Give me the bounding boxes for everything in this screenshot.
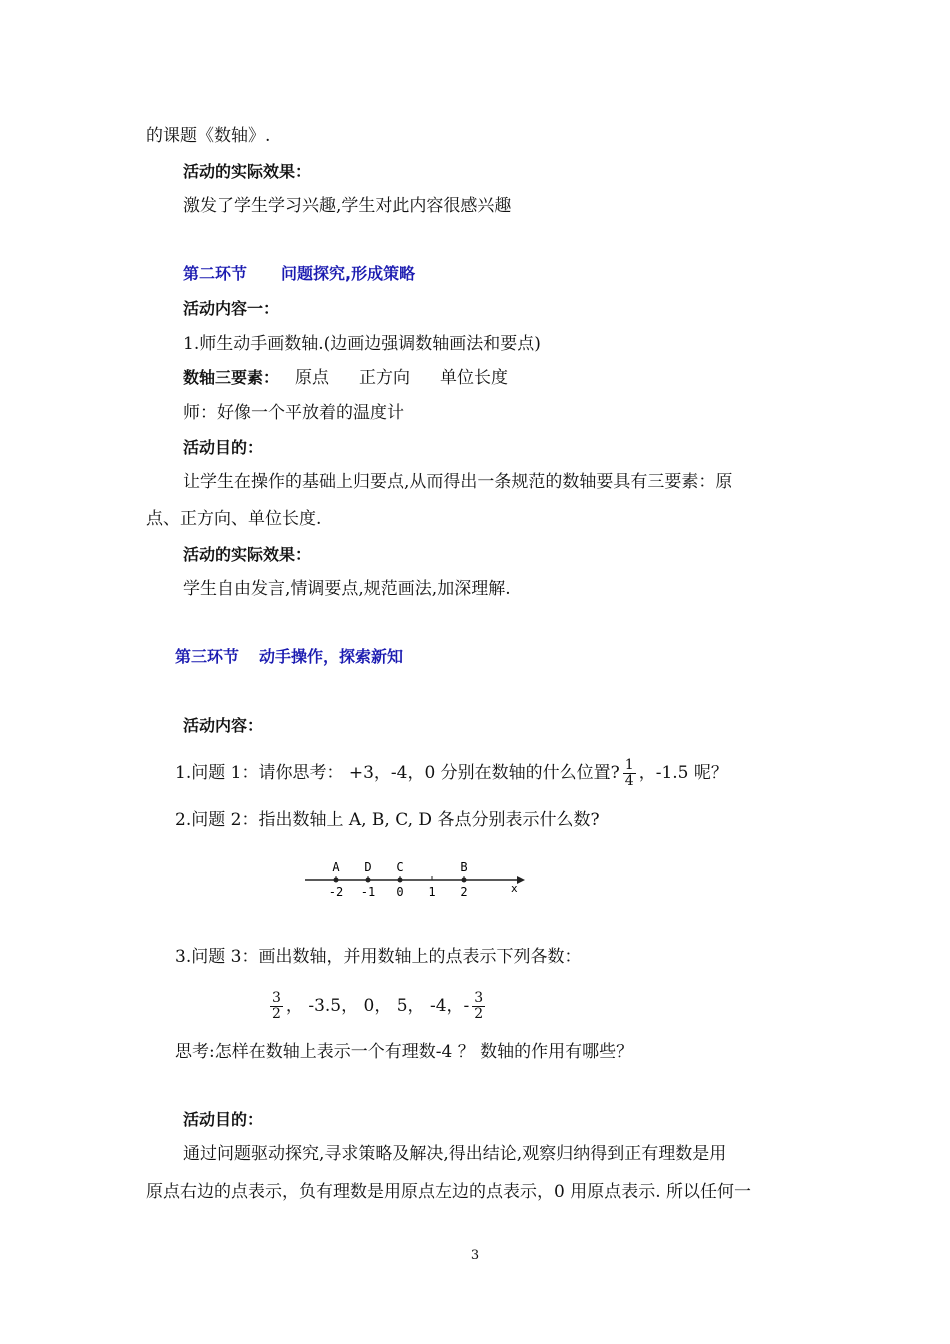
element-direction: 正方向 bbox=[359, 368, 411, 388]
page-number: 3 bbox=[470, 1248, 480, 1263]
question-1-tail: ，-1.5 呢？ bbox=[638, 763, 728, 783]
number-line-points bbox=[332, 860, 467, 883]
question-1-text: 1.问题 1：请你思考： +3，-4，0 分别在数轴的什么位置? bbox=[175, 763, 620, 783]
text-line: 原点右边的点表示，负有理数是用原点左边的点表示，0 用原点表示. 所以任何一 bbox=[146, 1182, 752, 1202]
fraction-numerator: 3 bbox=[272, 990, 281, 1006]
point-label: A bbox=[332, 860, 340, 874]
fraction-denominator: 2 bbox=[474, 1006, 484, 1022]
three-elements-line bbox=[183, 366, 508, 390]
section-heading-2 bbox=[183, 262, 415, 286]
fraction-numerator: 1 bbox=[624, 757, 634, 773]
fraction-denominator: 2 bbox=[272, 1006, 281, 1022]
fraction-three-halves-negative bbox=[472, 991, 485, 1022]
text-line: 的课题《数轴》. bbox=[146, 126, 271, 146]
text-line: 师：好像一个平放着的温度计 bbox=[183, 403, 404, 423]
numbers-list bbox=[267, 985, 488, 1027]
point-marker bbox=[334, 878, 339, 883]
point-marker bbox=[366, 878, 371, 883]
question-1 bbox=[175, 757, 728, 789]
think-question: 思考:怎样在数轴上表示一个有理数-4 ？ 数轴的作用有哪些？ bbox=[175, 1042, 634, 1062]
heading-activity-content: 活动内容： bbox=[183, 716, 264, 735]
tick-label: 1 bbox=[428, 885, 436, 899]
heading-effect: 活动的实际效果： bbox=[183, 162, 312, 181]
fraction-denominator: 4 bbox=[624, 773, 634, 789]
text-line: 让学生在操作的基础上归要点,从而得出一条规范的数轴要具有三要素：原 bbox=[183, 472, 733, 492]
text-line: 1.师生动手画数轴.(边画边强调数轴画法和要点) bbox=[183, 334, 541, 354]
heading-purpose: 活动目的： bbox=[183, 1110, 264, 1129]
text-line: 学生自由发言,情调要点,规范画法,加深理解. bbox=[183, 579, 511, 599]
text-line: 通过问题驱动探究,寻求策略及解决,得出结论,观察归纳得到正有理数是用 bbox=[183, 1144, 727, 1164]
heading-effect: 活动的实际效果： bbox=[183, 545, 312, 564]
fraction-one-quarter bbox=[623, 758, 636, 789]
tick-label: 0 bbox=[396, 885, 404, 899]
number-line-arrow bbox=[517, 876, 525, 884]
question-2: 2.问题 2：指出数轴上 A, B, C, D 各点分别表示什么数? bbox=[175, 810, 600, 830]
heading-activity-content: 活动内容一： bbox=[183, 299, 280, 318]
tick-label: -1 bbox=[360, 885, 376, 899]
tick-label: -2 bbox=[328, 885, 344, 899]
fraction-numerator: 3 bbox=[474, 990, 484, 1006]
heading-purpose: 活动目的： bbox=[183, 438, 264, 457]
numbers-middle: ， -3.5， 0， 5， -4，- bbox=[285, 996, 470, 1016]
point-marker bbox=[462, 878, 467, 883]
tick-label: 2 bbox=[460, 885, 468, 899]
point-label: D bbox=[364, 860, 372, 874]
section-title: 问题探究,形成策略 bbox=[281, 264, 416, 283]
section-number: 第三环节 bbox=[175, 647, 240, 666]
section-heading-3 bbox=[175, 645, 403, 669]
element-origin: 原点 bbox=[295, 368, 330, 388]
text-line: 点、正方向、单位长度. bbox=[146, 509, 322, 529]
element-unit: 单位长度 bbox=[440, 368, 509, 388]
fraction-three-halves bbox=[270, 991, 283, 1022]
three-elements-label: 数轴三要素： bbox=[183, 368, 280, 387]
point-label: B bbox=[460, 860, 468, 874]
section-number: 第二环节 bbox=[183, 264, 248, 283]
number-line-figure bbox=[303, 850, 533, 902]
section-title: 动手操作，探索新知 bbox=[259, 647, 404, 666]
point-label: C bbox=[396, 860, 404, 874]
point-marker bbox=[398, 878, 403, 883]
axis-label: x bbox=[511, 882, 518, 895]
text-line: 激发了学生学习兴趣,学生对此内容很感兴趣 bbox=[183, 196, 512, 216]
question-3: 3.问题 3：画出数轴，并用数轴上的点表示下列各数： bbox=[175, 947, 582, 967]
